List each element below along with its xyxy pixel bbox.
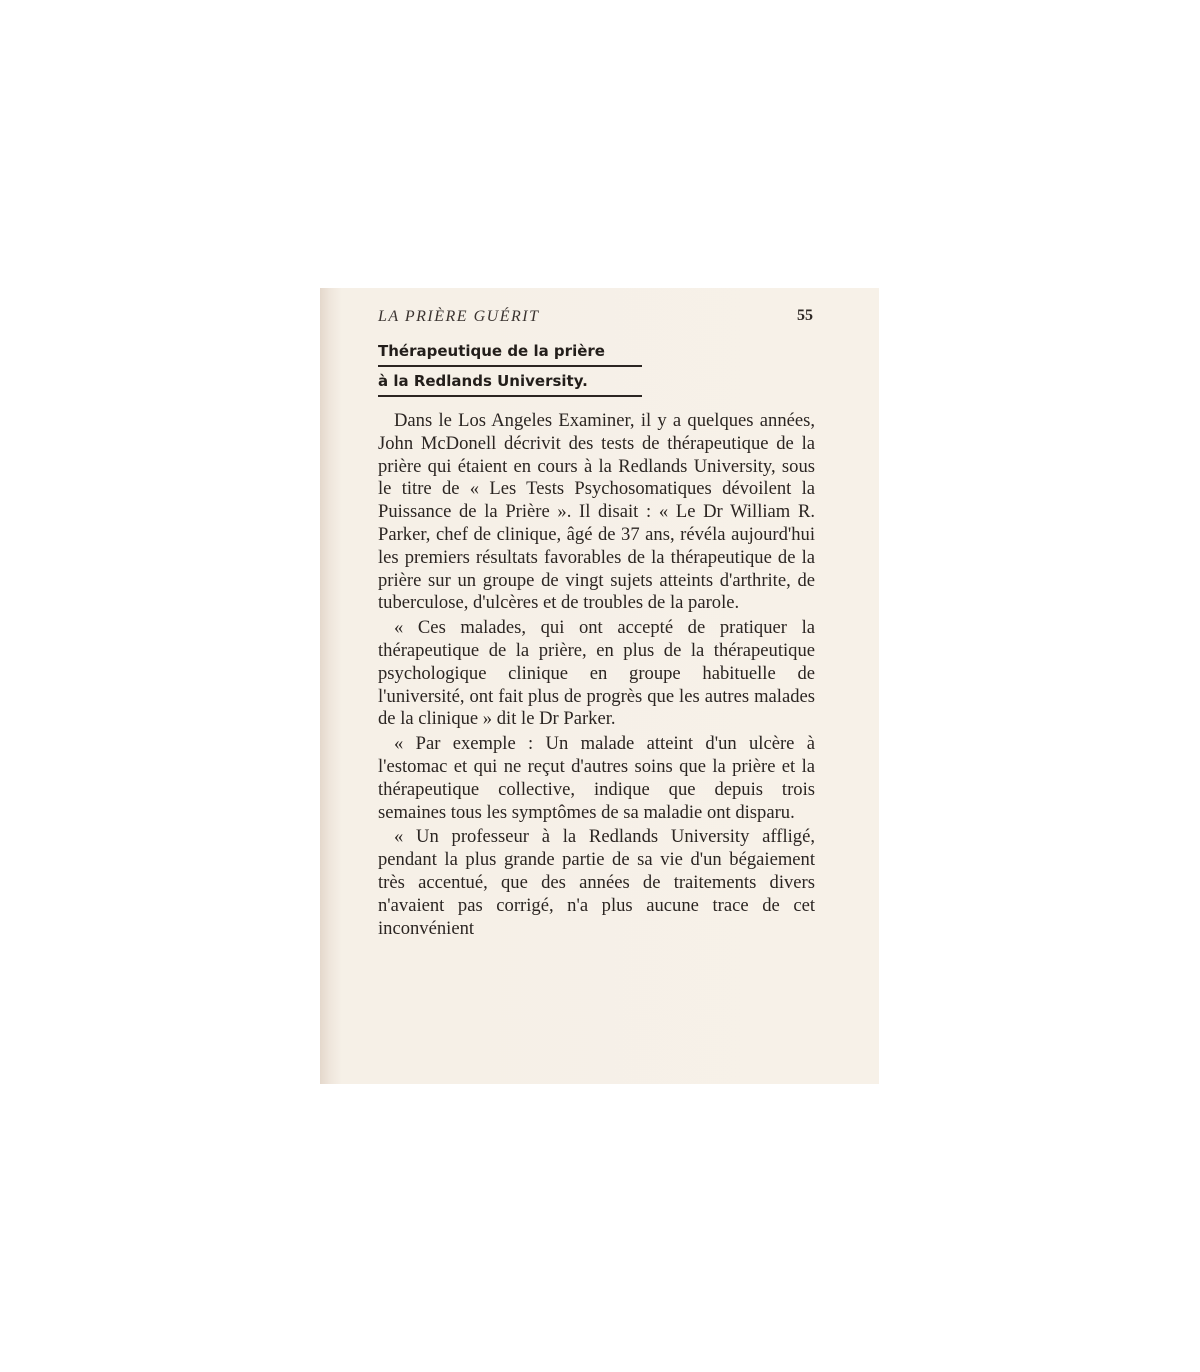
paragraph: Dans le Los Angeles Examiner, il y a quelques années, John McDonell décrivit des tests de thérapeutique de la prière qui étaient en cours à la Redlands University, sous le titre de « Les Tests Psychosomatiques dévoilent la Puissance de la Prière ». Il disait : « Le Dr William R. Parker, chef de clinique, âgé de 37 ans, révéla aujourd'hui les premiers résultats favorables de la thérapeutique de la prière sur un groupe de vingt sujets atteints d'arthrite, de tuberculose, d'ulcères et de troubles de la parole. bbox=[378, 410, 815, 614]
running-title: LA PRIÈRE GUÉRIT bbox=[378, 308, 540, 325]
book-page bbox=[320, 288, 879, 1084]
section-heading-line-1: Thérapeutique de la prière bbox=[378, 342, 642, 367]
section-heading-line-2: à la Redlands University. bbox=[378, 372, 642, 397]
paragraph: « Par exemple : Un malade atteint d'un ulcère à l'estomac et qui ne reçut d'autres soins que la prière et la thérapeutique collective, indique que depuis trois semaines tous les symptômes de sa maladie ont disparu. bbox=[378, 733, 815, 823]
section-heading bbox=[378, 342, 642, 397]
paragraph: « Un professeur à la Redlands University affligé, pendant la plus grande partie de sa vie d'un bégaiement très accentué, que des années de traitements divers n'avaient pas corrigé, n'a plus aucune trace de cet inconvénient bbox=[378, 826, 815, 939]
page-text-block bbox=[378, 304, 815, 940]
body-text bbox=[378, 410, 815, 940]
page-number: 55 bbox=[797, 307, 813, 324]
running-header bbox=[378, 304, 815, 330]
paragraph: « Ces malades, qui ont accepté de pratiquer la thérapeutique de la prière, en plus de la thérapeutique psychologique clinique en groupe habituelle de l'université, ont fait plus de progrès que les autres malades de la clinique » dit le Dr Parker. bbox=[378, 617, 815, 730]
